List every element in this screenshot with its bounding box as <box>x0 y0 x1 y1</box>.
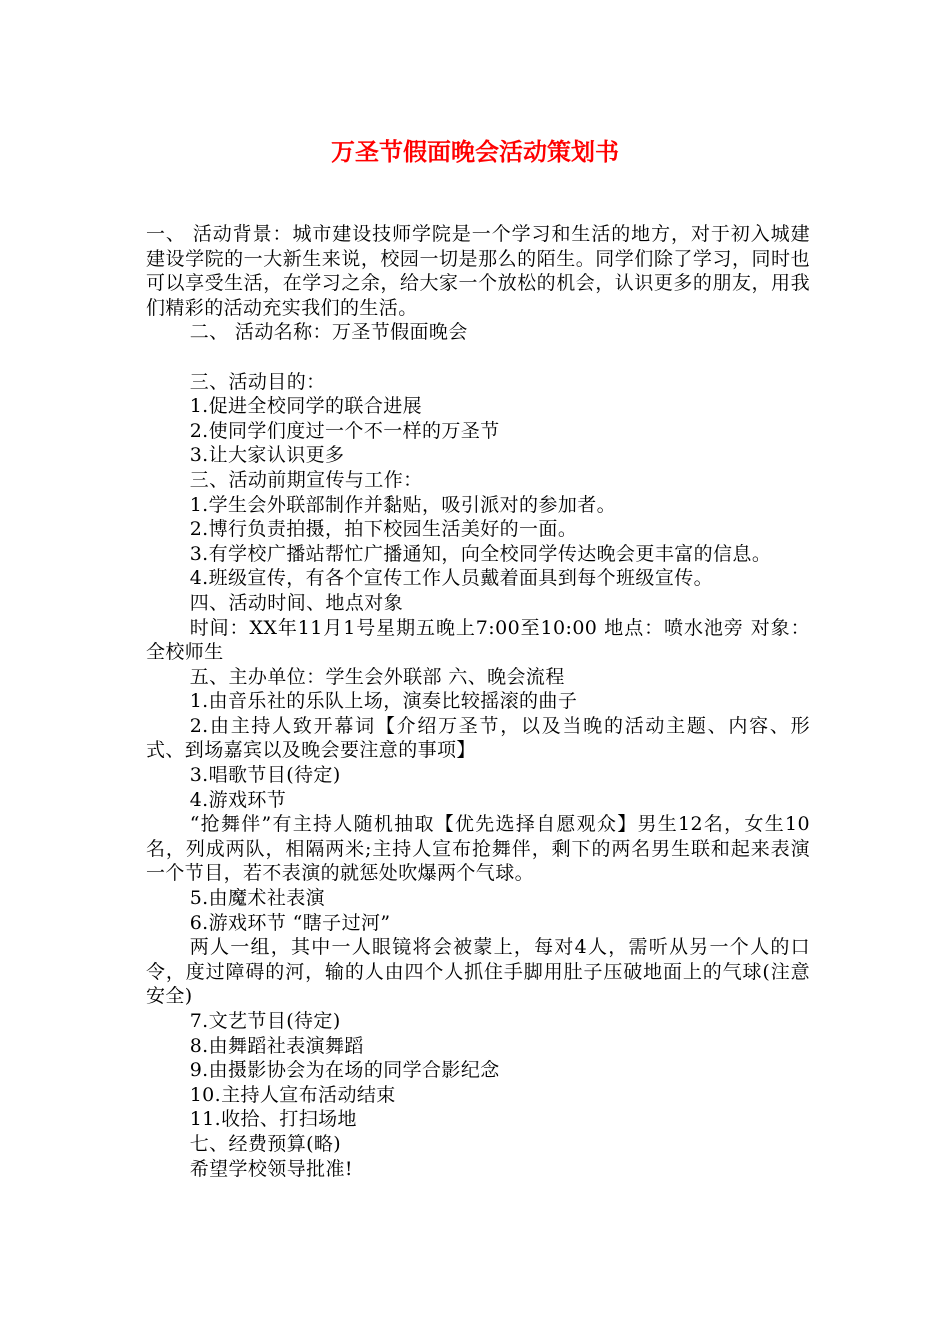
paragraph-promotion-heading: 三、活动前期宣传与工作： <box>189 468 423 491</box>
paragraph-promotion-1: 1.学生会外联部制作并黏贴，吸引派对的参加者。 <box>189 493 617 516</box>
blank-line <box>146 345 810 370</box>
document-title: 万圣节假面晚会活动策划书 <box>331 138 619 166</box>
paragraph-purpose-2: 2.使同学们度过一个不一样的万圣节 <box>189 419 500 442</box>
paragraph-time-place: 时间：XX年11月1号星期五晚上7:00至10:00 地点：喷水池旁 对象：全校师生 <box>146 616 810 664</box>
paragraph-promotion-4: 4.班级宣传，有各个宣传工作人员戴着面具到每个班级宣传。 <box>189 567 714 590</box>
paragraph-flow-2: 2.由主持人致开幕词【介绍万圣节，以及当晚的活动主题、内容、形式、到场嘉宾以及晚会要注意的事项】 <box>146 714 810 762</box>
paragraph-time-place-heading: 四、活动时间、地点对象 <box>189 591 404 614</box>
paragraph-flow-8: 8.由舞蹈社表演舞蹈 <box>189 1034 364 1057</box>
paragraph-activity-name: 二、 活动名称：万圣节假面晚会 <box>189 321 468 344</box>
paragraph-organizer: 五、主办单位：学生会外联部 六、晚会流程 <box>189 665 565 688</box>
paragraph-flow-1: 1.由音乐社的乐队上场，演奏比较摇滚的曲子 <box>189 690 578 713</box>
paragraph-purpose-3: 3.让大家认识更多 <box>189 444 345 467</box>
paragraph-promotion-3: 3.有学校广播站帮忙广播通知，向全校同学传达晚会更丰富的信息。 <box>189 542 772 565</box>
paragraph-blind-game: 两人一组，其中一人眼镜将会被蒙上，每对4人，需听从另一个人的口令，度过障碍的河，输的人由四个人抓住手脚用肚子压破地面上的气球(注意安全) <box>146 936 810 1008</box>
paragraph-flow-5: 5.由魔术社表演 <box>189 887 326 910</box>
paragraph-flow-9: 9.由摄影协会为在场的同学合影纪念 <box>189 1059 500 1082</box>
paragraph-purpose-1: 1.促进全校同学的联合进展 <box>189 395 423 418</box>
paragraph-background: 一、 活动背景：城市建设技师学院是一个学习和生活的地方，对于初入城建建设学院的一大新生来说，校园一切是那么的陌生。同学们除了学习，同时也可以享受生活，在学习之余，给大家一个放松的机会，认识更多的朋友，用我们精彩的活动充实我们的生活。 <box>146 223 810 319</box>
paragraph-purpose-heading: 三、活动目的： <box>189 370 326 393</box>
paragraph-flow-10: 10.主持人宣布活动结束 <box>189 1083 396 1106</box>
paragraph-flow-11: 11.收拾、打扫场地 <box>189 1108 357 1131</box>
paragraph-budget: 七、经费预算(略) <box>189 1132 342 1155</box>
paragraph-dance-game: “抢舞伴”有主持人随机抽取【优先选择自愿观众】男生12名，女生10名，列成两队，相隔两米;主持人宣布抢舞伴，剩下的两名男生联和起来表演一个节目，若不表演的就惩处吹爆两个气球。 <box>146 813 810 885</box>
document-body <box>146 222 810 1181</box>
paragraph-flow-4: 4.游戏环节 <box>189 788 287 811</box>
paragraph-flow-3: 3.唱歌节目(待定) <box>189 764 341 787</box>
paragraph-flow-6: 6.游戏环节 “瞎子过河” <box>189 911 391 934</box>
paragraph-promotion-2: 2.博行负责拍摄，拍下校园生活美好的一面。 <box>189 518 578 541</box>
paragraph-flow-7: 7.文艺节目(待定) <box>189 1010 341 1032</box>
paragraph-closing: 希望学校领导批准! <box>189 1157 353 1180</box>
